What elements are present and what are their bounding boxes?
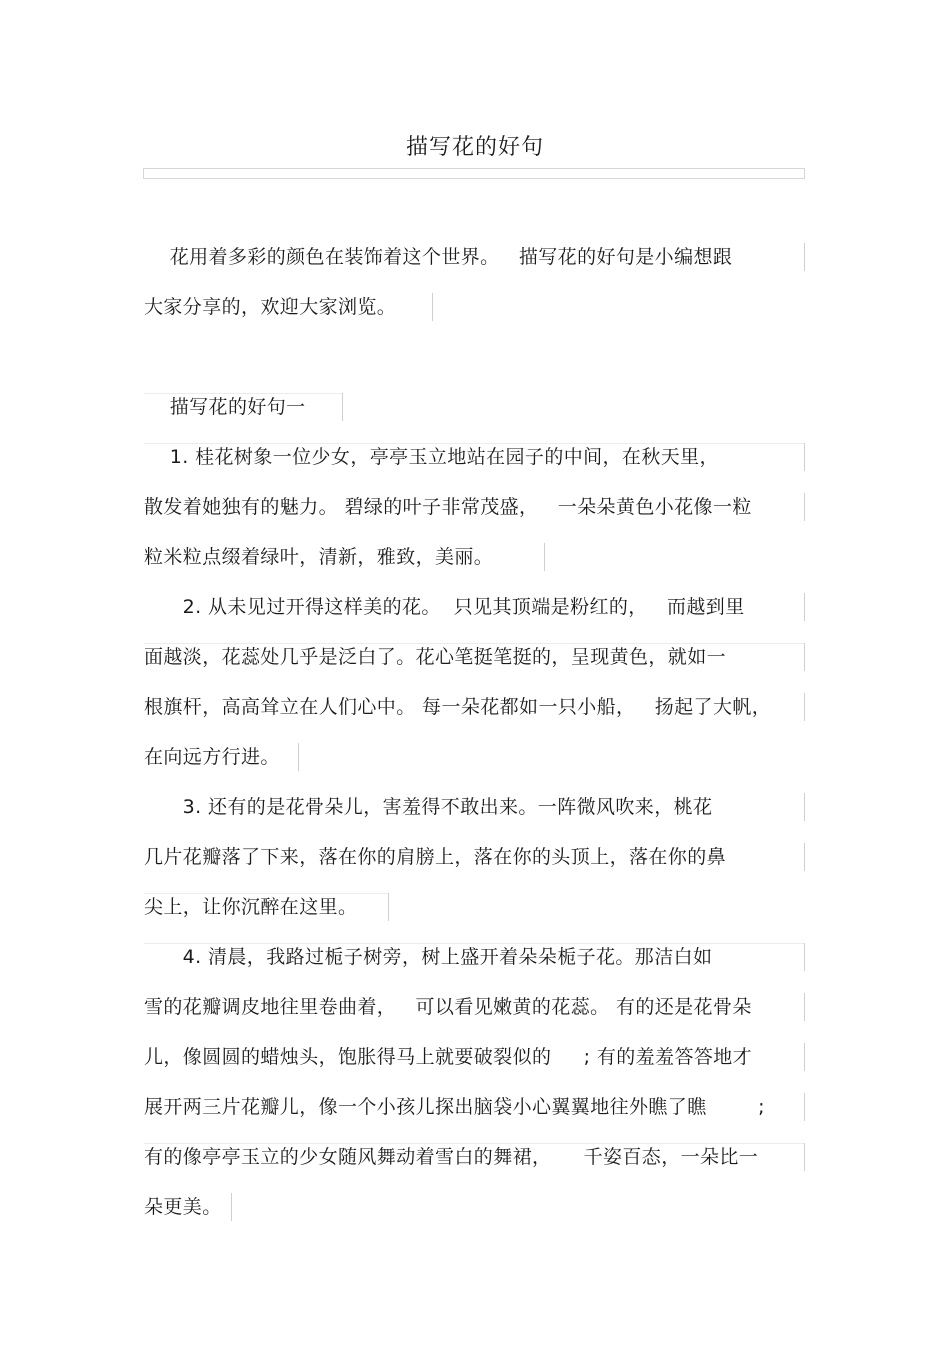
margin-mark (804, 693, 805, 721)
item-4-line-5: 有的像亭亭玉立的少女随风舞动着雪白的舞裙， 千姿百态，一朵比一 (144, 1146, 759, 1168)
margin-mark (804, 793, 805, 821)
item-2-line-3: 根旗杆，高高耸立在人们心中。 每一朵花都如一只小船， 扬起了大帆， (144, 696, 772, 718)
margin-mark (804, 443, 805, 471)
item-4-line-1: 4. 清晨，我路过栀子树旁，树上盛开着朵朵栀子花。那洁白如 (144, 946, 713, 968)
item-3-line-2: 几片花瓣落了下来，落在你的肩膀上，落在你的头顶上，落在你的鼻 (144, 846, 727, 868)
item-4-line-3: 儿，像圆圆的蜡烛头，饱胀得马上就要破裂似的 ; 有的羞羞答答地才 (144, 1046, 753, 1068)
margin-mark (804, 843, 805, 871)
margin-mark (298, 743, 299, 771)
item-4-line-2: 雪的花瓣调皮地往里卷曲着， 可以看见嫩黄的花蕊。 有的还是花骨朵 (144, 996, 752, 1018)
margin-mark (804, 943, 805, 971)
margin-mark (144, 1143, 804, 1144)
margin-mark (804, 1043, 805, 1071)
item-4-line-4: 展开两三片花瓣儿，像一个小孩儿探出脑袋小心翼翼地往外瞧了瞧 ; (144, 1096, 765, 1118)
item-1-line-2: 散发着她独有的魅力。 碧绿的叶子非常茂盛， 一朵朵黄色小花像一粒 (144, 496, 752, 518)
margin-mark (804, 643, 805, 671)
margin-mark (804, 243, 805, 271)
margin-mark (231, 1193, 232, 1221)
item-2-line-4: 在向远方行进。 (144, 746, 280, 768)
margin-mark (388, 893, 389, 921)
intro-line-1: 花用着多彩的颜色在装饰着这个世界。 描写花的好句是小编想跟 (144, 246, 733, 268)
margin-mark (144, 393, 342, 394)
margin-mark (144, 443, 804, 444)
margin-mark (804, 1093, 805, 1121)
title-underline-box (143, 168, 805, 179)
item-3-line-1: 3. 还有的是花骨朵儿，害羞得不敢出来。一阵微风吹来，桃花 (144, 796, 713, 818)
margin-mark (144, 943, 804, 944)
item-3-line-3: 尖上，让你沉醉在这里。 (144, 896, 358, 918)
document-title: 描写花的好句 (405, 135, 544, 160)
margin-mark (544, 543, 545, 571)
item-2-line-2: 面越淡，花蕊处几乎是泛白了。花心笔挺笔挺的，呈现黄色，就如一 (144, 646, 727, 668)
item-4-line-6: 朵更美。 (144, 1196, 222, 1218)
intro-line-2: 大家分享的，欢迎大家浏览。 (144, 296, 397, 318)
margin-mark (144, 893, 388, 894)
margin-mark (342, 393, 343, 421)
section-heading: 描写花的好句一 (144, 396, 306, 418)
item-1-line-1: 1. 桂花树象一位少女，亭亭玉立地站在园子的中间，在秋天里， (144, 446, 719, 468)
margin-mark (804, 1143, 805, 1171)
item-2-line-1: 2. 从未见过开得这样美的花。 只见其顶端是粉红的， 而越到里 (144, 596, 745, 618)
item-1-line-3: 粒米粒点缀着绿叶，清新，雅致，美丽。 (144, 546, 494, 568)
margin-mark (144, 643, 804, 644)
margin-mark (804, 593, 805, 621)
margin-mark (804, 993, 805, 1021)
margin-mark (432, 293, 433, 321)
margin-mark (804, 493, 805, 521)
